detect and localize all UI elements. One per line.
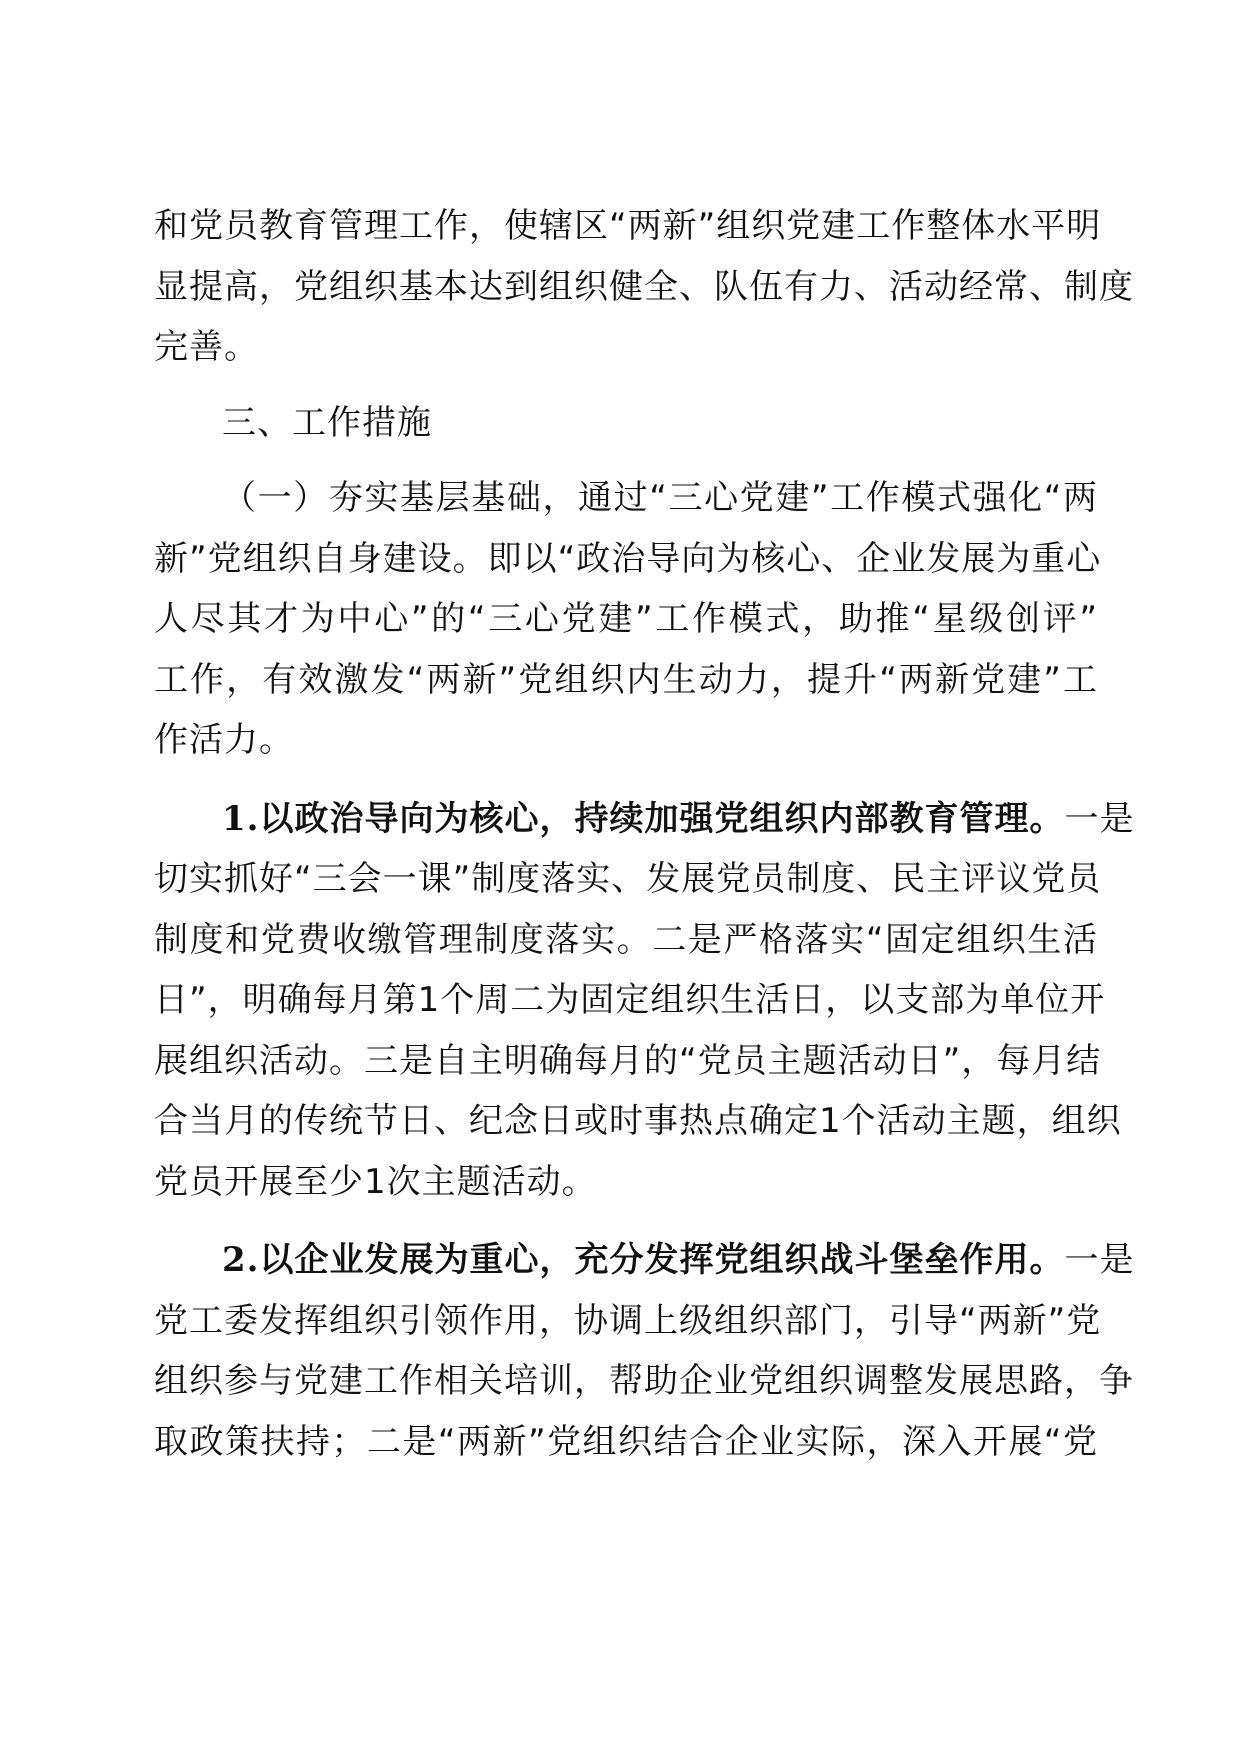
bold-lead-sentence: 2.以企业发展为重心，充分发挥党组织战斗堡垒作用。 xyxy=(222,1240,1065,1280)
text-line: （一）夯实基层基础，通过“三心党建”工作模式强化“两 xyxy=(222,478,1098,518)
paragraph-goals-continuation xyxy=(154,196,1134,378)
text-line: 显提高，党组织基本达到组织健全、队伍有力、活动经常、制度 xyxy=(154,266,1134,307)
text-line: 人尽其才为中心”的“三心党建”工作模式，助推“星级创评” xyxy=(154,599,1098,639)
section-heading: 三、工作措施 xyxy=(222,402,432,443)
text-line: 工作，有效激发“两新”党组织内生动力，提升“两新党建”工 xyxy=(154,659,1098,700)
paragraph-enterprise-development xyxy=(154,1230,1135,1472)
bold-lead-sentence: 1.以政治导向为核心，持续加强党组织内部教育管理。 xyxy=(222,798,1065,839)
paragraph-measure-one xyxy=(154,468,1102,771)
text-line xyxy=(154,1230,1135,1291)
text-line: 日”，明确每月第1个周二为固定组织生活日，以支部为单位开 xyxy=(154,980,1106,1020)
paragraph-spacer xyxy=(154,453,1098,468)
text-line: 党工委发挥组织引领作用，协调上级组织部门，引导“两新”党 xyxy=(154,1300,1102,1341)
text-run: 一是 xyxy=(1064,798,1135,839)
text-line: 组织参与党建工作相关培训，帮助企业党组织调整发展思路，争 xyxy=(154,1361,1134,1401)
text-line: 取政策扶持；二是“两新”党组织结合企业实际，深入开展“党 xyxy=(154,1421,1098,1462)
text-line: 作活力。 xyxy=(154,720,294,760)
paragraph-political-guidance xyxy=(154,789,1135,1213)
text-line: 制度和党费收缴管理制度落实。二是严格落实“固定组织生活 xyxy=(154,919,1098,960)
text-line: 完善。 xyxy=(154,327,259,367)
paragraph-spacer xyxy=(154,1212,1098,1230)
text-run: 一是 xyxy=(1064,1240,1135,1280)
text-line: 切实抓好“三会一课”制度落实、发展党员制度、民主评议党员 xyxy=(154,859,1102,899)
document-body xyxy=(154,196,1135,1472)
paragraph-spacer xyxy=(154,771,1098,789)
text-line xyxy=(154,789,1135,850)
text-line: 合当月的传统节日、纪念日或时事热点确定1个活动主题，组织 xyxy=(154,1101,1122,1141)
text-line: 展组织活动。三是自主明确每月的“党员主题活动日”，每月结 xyxy=(154,1040,1102,1081)
text-line: 新”党组织自身建设。即以“政治导向为核心、企业发展为重心 xyxy=(154,538,1102,579)
text-line: 和党员教育管理工作，使辖区“两新”组织党建工作整体水平明 xyxy=(154,206,1102,246)
paragraph-spacer xyxy=(154,378,1098,393)
text-line: 党员开展至少1次主题活动。 xyxy=(154,1161,597,1202)
